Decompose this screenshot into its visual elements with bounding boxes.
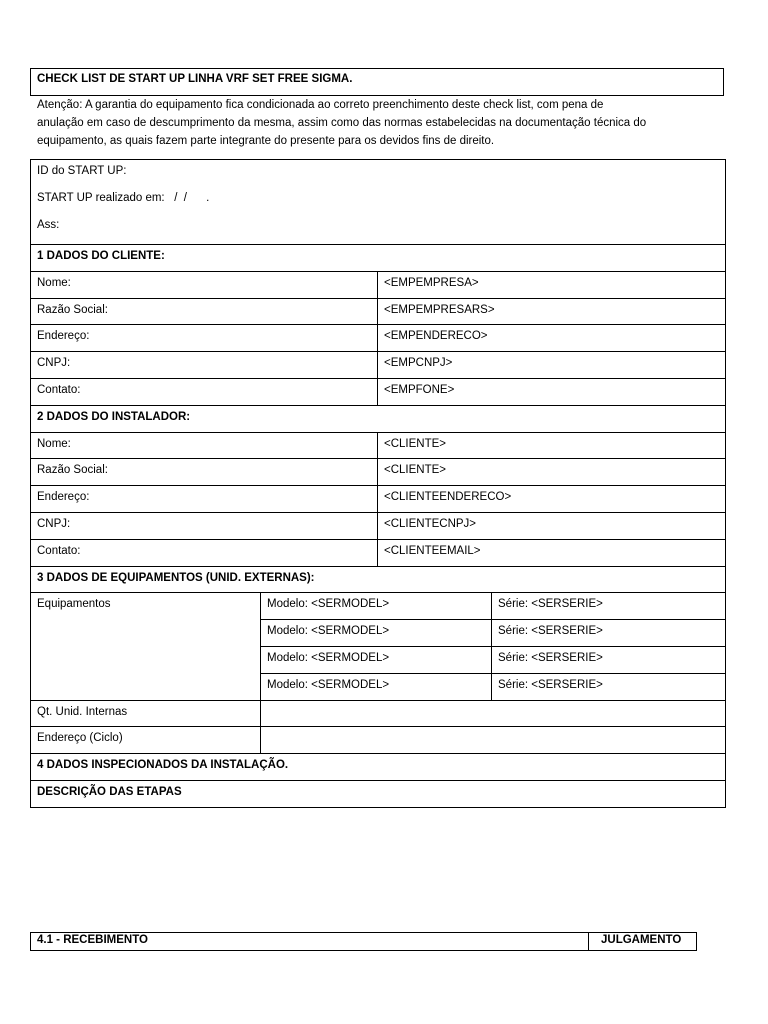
field-value: <EMPEMPRESARS> [378,298,726,325]
startup-info-cell [31,160,726,245]
modelo-cell: Modelo: <SERMODEL> [261,593,492,620]
document-title: CHECK LIST DE START UP LINHA VRF SET FREE SIGMA. [37,73,353,85]
serie-cell: Série: <SERSERIE> [492,620,726,647]
equipamentos-label: Equipamentos [31,593,261,700]
field-value: <CLIENTEENDERECO> [378,486,726,513]
table-row [31,378,726,405]
table-row [31,700,726,727]
qt-unid-internas-value [261,700,726,727]
field-label: Nome: [31,432,378,459]
field-value: <EMPFONE> [378,378,726,405]
julgamento-label: JULGAMENTO [601,934,682,946]
field-value: <EMPCNPJ> [378,352,726,379]
attention-line: Atenção: A garantia do equipamento fica condicionada ao correto preenchimento deste check list, com pena de [37,99,604,111]
endereco-ciclo-label: Endereço (Ciclo) [31,727,261,754]
section-title-instalador: 2 DADOS DO INSTALADOR: [31,405,726,432]
qt-unid-internas-label: Qt. Unid. Internas [31,700,261,727]
field-value: <EMPENDERECO> [378,325,726,352]
field-label: Contato: [31,539,378,566]
endereco-ciclo-value [261,727,726,754]
attention-line: equipamento, as quais fazem parte integrante do presente para os devidos fins de direito. [37,135,495,147]
serie-cell: Série: <SERSERIE> [492,673,726,700]
checklist-form-table [30,159,726,808]
attention-line: anulação em caso de descumprimento da mesma, assim como das normas estabelecidas na documentação técnica do [37,117,647,129]
field-value: <CLIENTECNPJ> [378,512,726,539]
table-row [31,432,726,459]
column-divider [588,933,589,950]
table-row [31,271,726,298]
table-row [31,539,726,566]
table-row [31,727,726,754]
field-label: Razão Social: [31,459,378,486]
table-row [31,486,726,513]
startup-date-label: START UP realizado em: / / . [37,192,210,204]
field-value: <EMPEMPRESA> [378,271,726,298]
modelo-cell: Modelo: <SERMODEL> [261,673,492,700]
serie-cell: Série: <SERSERIE> [492,593,726,620]
field-label: Endereço: [31,325,378,352]
signature-label: Ass: [37,219,60,231]
table-row [31,352,726,379]
field-label: Razão Social: [31,298,378,325]
attention-notice [37,96,727,150]
field-label: CNPJ: [31,352,378,379]
field-label: CNPJ: [31,512,378,539]
modelo-cell: Modelo: <SERMODEL> [261,646,492,673]
recebimento-label: 4.1 - RECEBIMENTO [37,934,148,946]
field-label: Contato: [31,378,378,405]
startup-id-label: ID do START UP: [37,165,127,177]
descricao-etapas-label: DESCRIÇÃO DAS ETAPAS [31,780,726,807]
field-label: Nome: [31,271,378,298]
field-label: Endereço: [31,486,378,513]
table-row [31,593,726,620]
table-row [31,325,726,352]
section-title-equipamentos: 3 DADOS DE EQUIPAMENTOS (UNID. EXTERNAS): [31,566,726,593]
section-title-inspecao: 4 DADOS INSPECIONADOS DA INSTALAÇÃO. [31,754,726,781]
serie-cell: Série: <SERSERIE> [492,646,726,673]
modelo-cell: Modelo: <SERMODEL> [261,620,492,647]
field-value: <CLIENTE> [378,432,726,459]
field-value: <CLIENTE> [378,459,726,486]
table-row [31,298,726,325]
table-row [31,512,726,539]
table-row [31,459,726,486]
recebimento-header [30,932,697,951]
field-value: <CLIENTEEMAIL> [378,539,726,566]
section-title-cliente: 1 DADOS DO CLIENTE: [31,245,726,272]
title-box [30,68,724,96]
